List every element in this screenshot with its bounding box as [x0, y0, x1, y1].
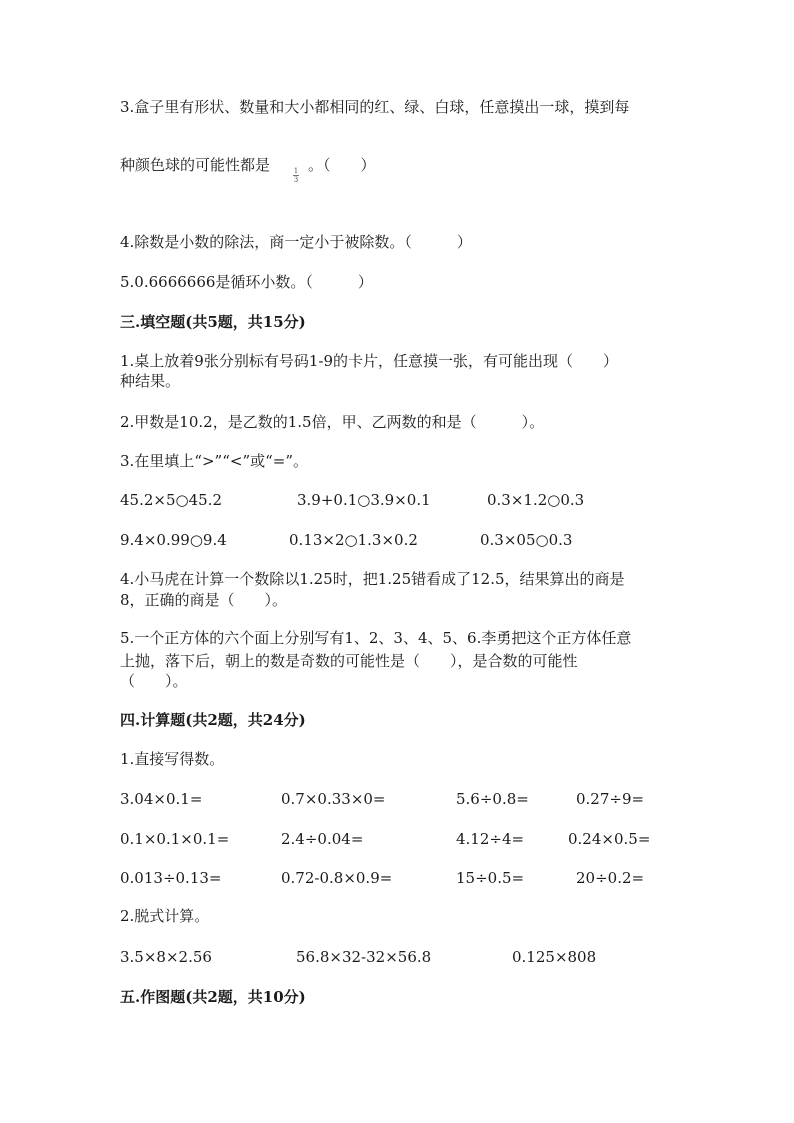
calc-item: 2.4÷0.04= — [281, 830, 364, 848]
fraction-one-third — [292, 167, 300, 184]
fill-question-5-line2: 上抛，落下后，朝上的数是奇数的可能性是（ ），是合数的可能性 — [120, 652, 578, 670]
fill-question-3: 3.在里填上“>”“<”或“=”。 — [120, 452, 309, 470]
fill-question-5-line3: （ ）。 — [120, 672, 188, 690]
section-heading-fill-blank: 三.填空题(共5题，共15分) — [120, 313, 306, 331]
step-calc-item: 56.8×32-32×56.8 — [296, 948, 432, 966]
judge-question-5: 5.0.6666666是循环小数。（ ） — [120, 273, 373, 291]
calc-item: 0.1×0.1×0.1= — [120, 830, 230, 848]
compare-item: 3.9+0.1○3.9×0.1 — [297, 491, 431, 509]
judge-question-3-line2 — [120, 155, 376, 175]
calc-item: 15÷0.5= — [456, 869, 525, 887]
calc-item: 0.013÷0.13= — [120, 869, 222, 887]
compare-item: 0.3×05○0.3 — [480, 531, 573, 549]
calc-item: 0.7×0.33×0= — [281, 790, 386, 808]
calc-item: 5.6÷0.8= — [456, 790, 529, 808]
judge-question-3-line1: 3.盒子里有形状、数量和大小都相同的红、绿、白球，任意摸出一球，摸到每 — [120, 98, 630, 116]
calc-item: 0.24×0.5= — [568, 830, 651, 848]
calc-question-2: 2.脱式计算。 — [120, 907, 210, 925]
calc-item: 4.12÷4= — [456, 830, 525, 848]
fraction-denominator: 3 — [293, 176, 299, 184]
judge-question-3-text: 种颜色球的可能性都是 — [120, 156, 271, 174]
fill-question-5-line1: 5.一个正方体的六个面上分别写有1、2、3、4、5、6.李勇把这个正方体任意 — [120, 629, 632, 647]
calc-item: 0.27÷9= — [576, 790, 645, 808]
judge-question-4: 4.除数是小数的除法，商一定小于被除数。（ ） — [120, 233, 472, 251]
fraction-numerator: 1 — [293, 167, 299, 175]
section-heading-calculation: 四.计算题(共2题，共24分) — [120, 711, 306, 729]
calc-question-1: 1.直接写得数。 — [120, 750, 225, 768]
fill-question-1-line2: 种结果。 — [120, 372, 181, 390]
compare-item: 45.2×5○45.2 — [120, 491, 222, 509]
compare-item: 0.13×2○1.3×0.2 — [289, 531, 418, 549]
fill-question-2: 2.甲数是10.2，是乙数的1.5倍，甲、乙两数的和是（ ）。 — [120, 413, 545, 431]
calc-item: 20÷0.2= — [576, 869, 645, 887]
compare-item: 0.3×1.2○0.3 — [487, 491, 585, 509]
compare-item: 9.4×0.99○9.4 — [120, 531, 227, 549]
judge-question-3-answer-blank: 。（ ） — [308, 156, 376, 174]
calc-item: 0.72-0.8×0.9= — [281, 869, 393, 887]
step-calc-item: 0.125×808 — [512, 948, 597, 966]
section-heading-drawing: 五.作图题(共2题，共10分) — [120, 988, 306, 1006]
step-calc-item: 3.5×8×2.56 — [120, 948, 212, 966]
fill-question-4-line1: 4.小马虎在计算一个数除以1.25时，把1.25错看成了12.5，结果算出的商是 — [120, 570, 625, 588]
calc-item: 3.04×0.1= — [120, 790, 203, 808]
fill-question-1-line1: 1.桌上放着9张分别标有号码1-9的卡片，任意摸一张，有可能出现（ ） — [120, 352, 619, 370]
fill-question-4-line2: 8，正确的商是（ ）。 — [120, 591, 288, 609]
